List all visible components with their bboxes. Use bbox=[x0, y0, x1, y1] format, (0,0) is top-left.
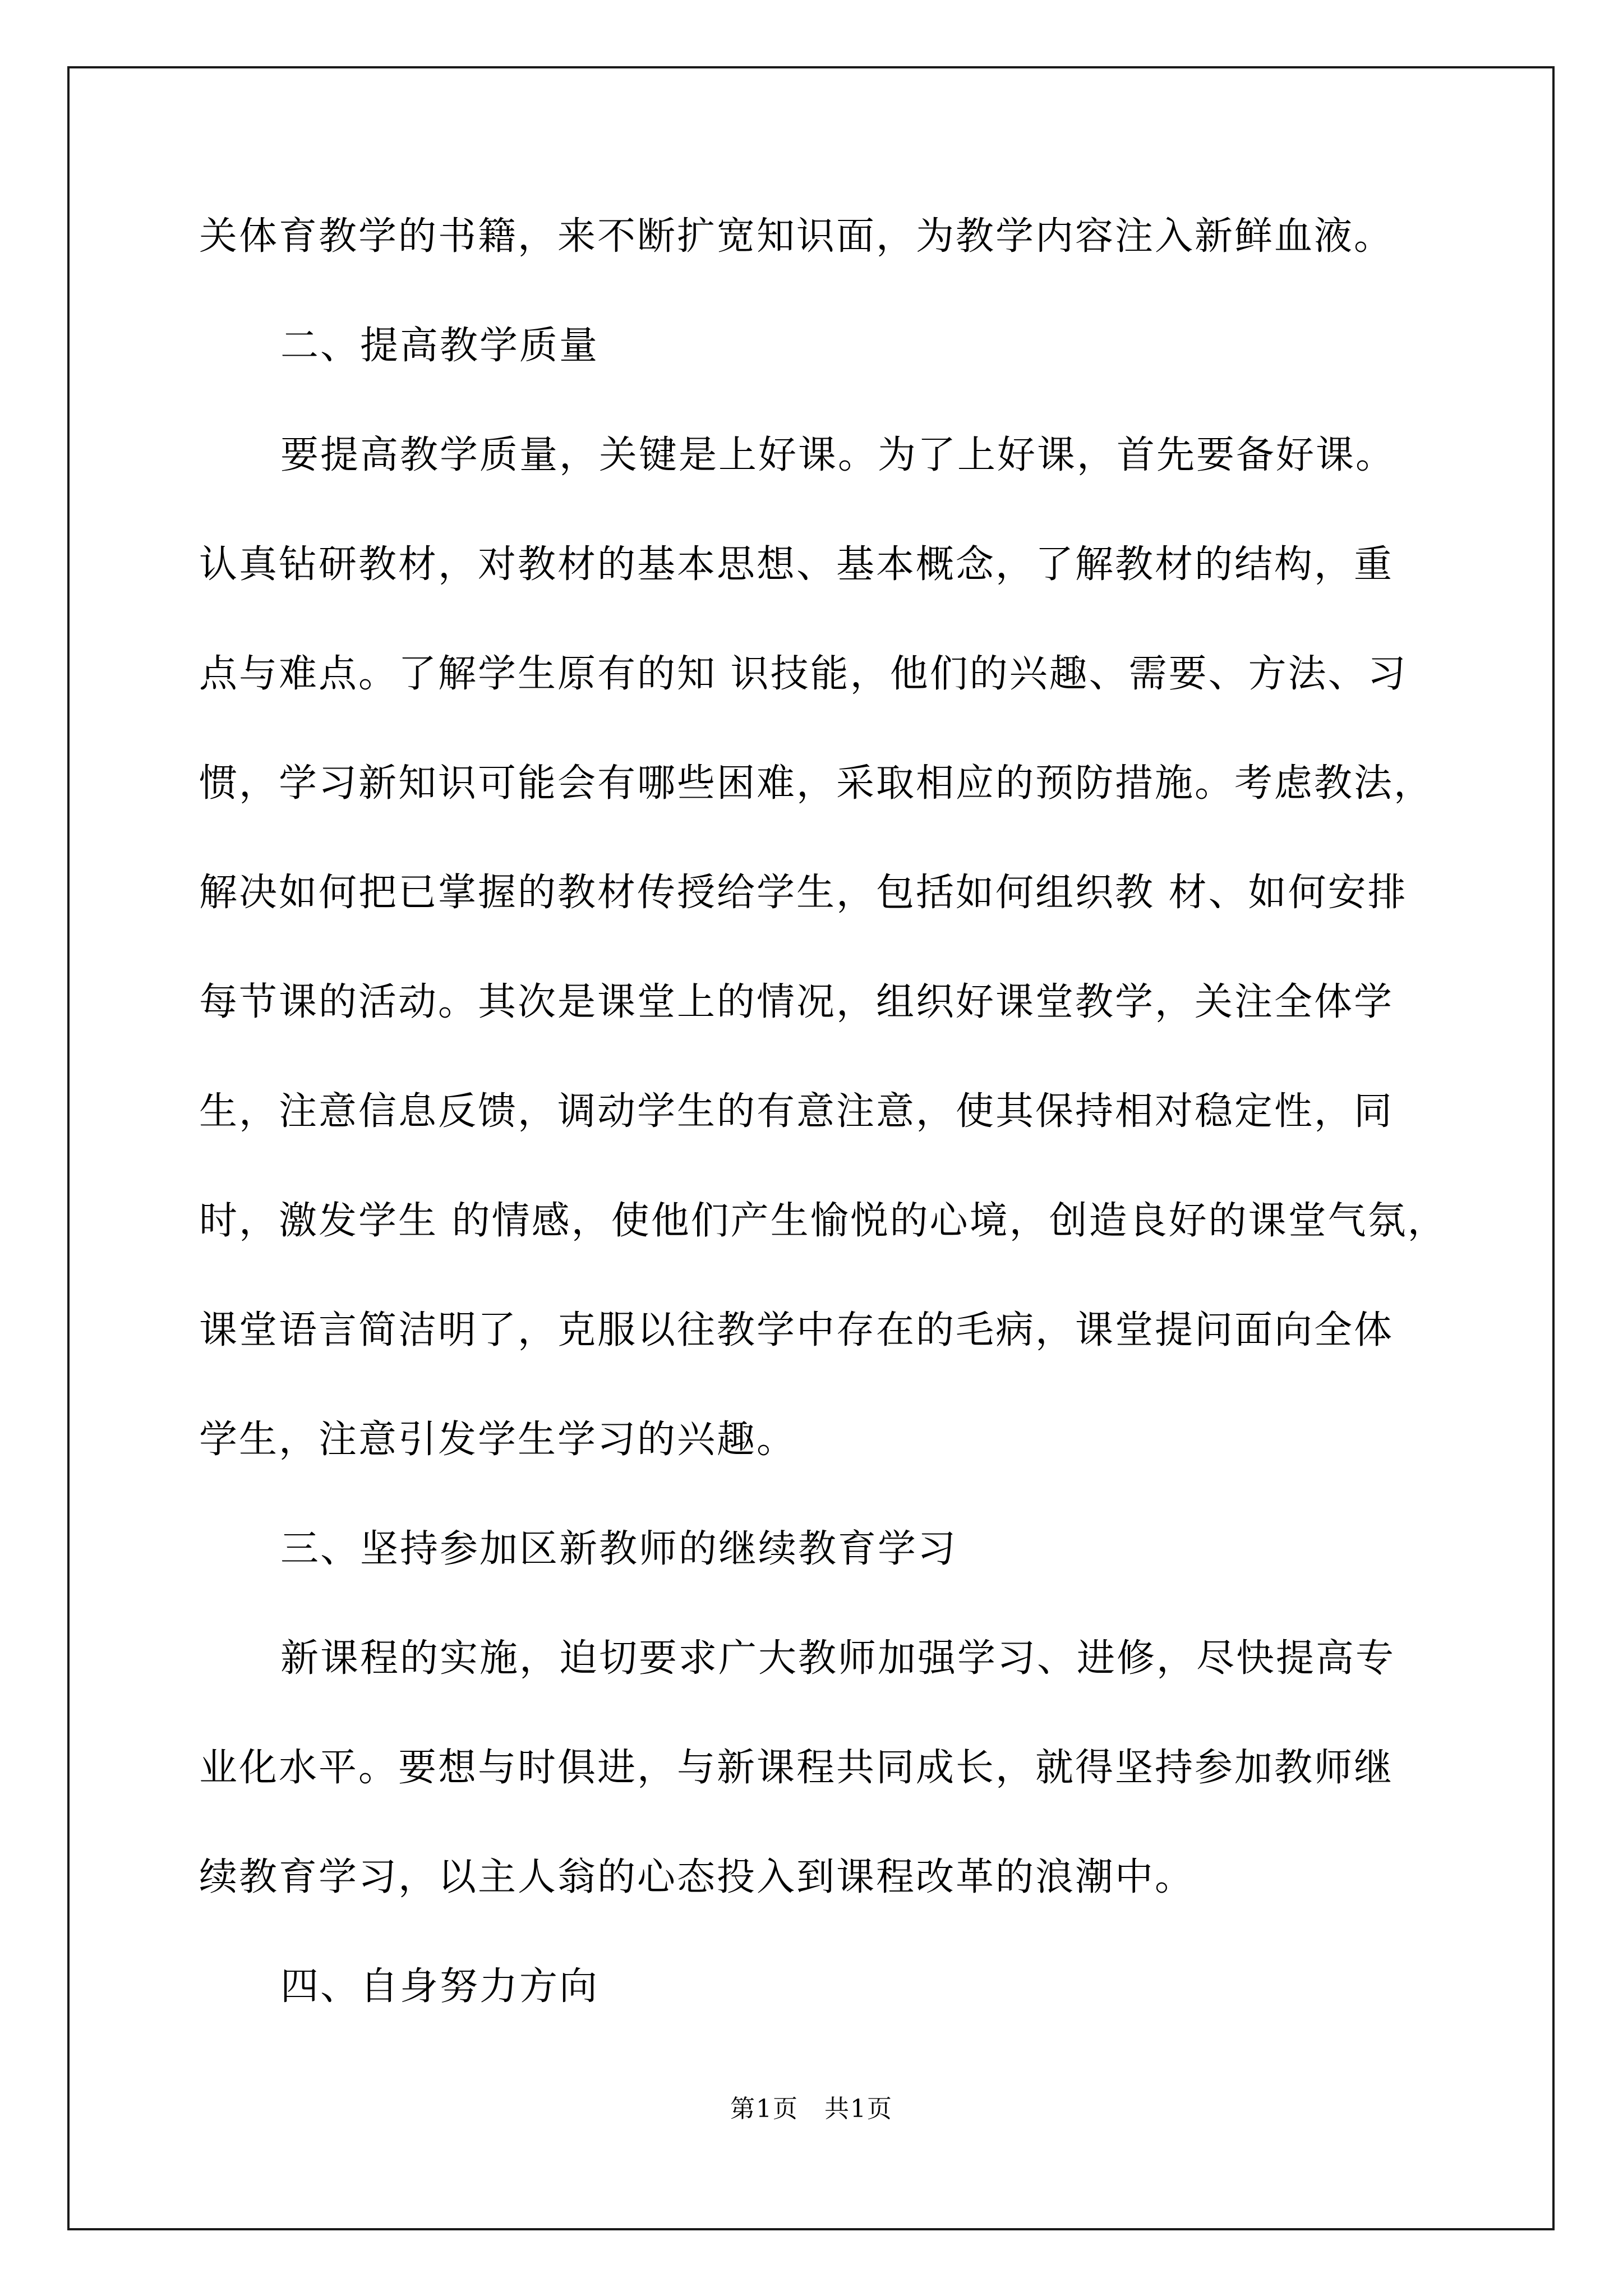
paragraph-line: 业化水平。要想与时俱进，与新课程共同成长，就得坚持参加教师继 bbox=[199, 1746, 1394, 1790]
paragraph-line: 生，注意信息反馈，调动学生的有意注意，使其保持相对稳定性，同 bbox=[199, 1089, 1394, 1134]
paragraph-line: 惯，学习新知识可能会有哪些困难，采取相应的预防措施。考虑教法， bbox=[199, 761, 1434, 806]
section-heading: 四、自身努力方向 bbox=[280, 1964, 600, 2009]
paragraph-line: 课堂语言简洁明了，克服以往教学中存在的毛病，课堂提问面向全体 bbox=[199, 1308, 1394, 1352]
paragraph-line: 点与难点。了解学生原有的知 识技能，他们的兴趣、需要、方法、习 bbox=[199, 652, 1408, 696]
paragraph-line: 解决如何把已掌握的教材传授给学生，包括如何组织教 材、如何安排 bbox=[199, 871, 1408, 915]
section-heading: 二、提高教学质量 bbox=[280, 324, 600, 368]
paragraph-line: 要提高教学质量，关键是上好课。为了上好课，首先要备好课。 bbox=[280, 433, 1396, 477]
paragraph-line: 关体育教学的书籍，来不断扩宽知识面，为教学内容注入新鲜血液。 bbox=[199, 214, 1394, 259]
paragraph-line: 续教育学习，以主人翁的心态投入到课程改革的浪潮中。 bbox=[199, 1855, 1195, 1899]
paragraph-line: 认真钻研教材，对教材的基本思想、基本概念，了解教材的结构，重 bbox=[199, 542, 1394, 587]
paragraph-line: 每节课的活动。其次是课堂上的情况，组织好课堂教学，关注全体学 bbox=[199, 980, 1394, 1024]
page-number-footer: 第1页 共1页 bbox=[730, 2095, 893, 2123]
section-heading: 三、坚持参加区新教师的继续教育学习 bbox=[280, 1527, 958, 1571]
page-border bbox=[67, 66, 1555, 2230]
paragraph-line: 时，激发学生 的情感，使他们产生愉悦的心境，创造良好的课堂气氛， bbox=[199, 1199, 1447, 1243]
paragraph-line: 学生，注意引发学生学习的兴趣。 bbox=[199, 1418, 797, 1462]
paragraph-line: 新课程的实施，迫切要求广大教师加强学习、进修，尽快提高专 bbox=[280, 1636, 1396, 1681]
